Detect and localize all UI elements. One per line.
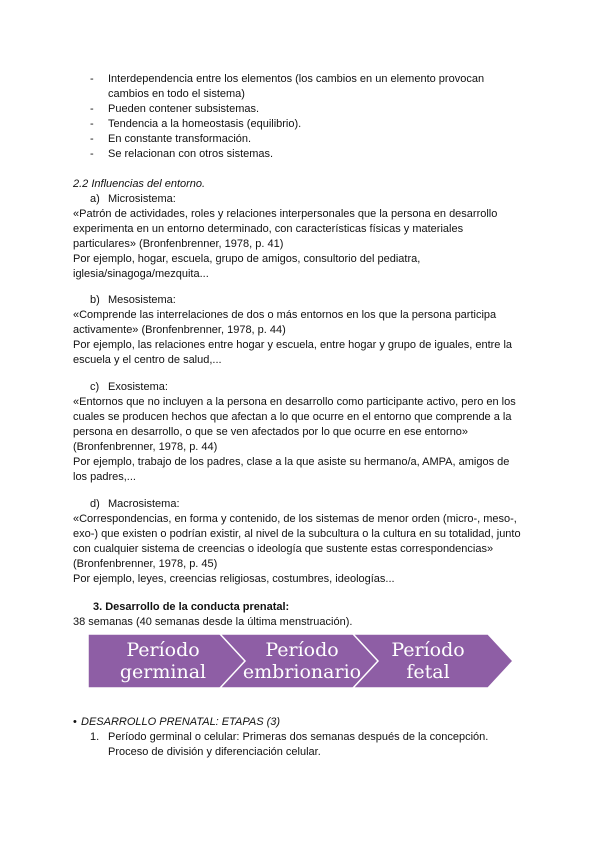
- list-item: Tendencia a la homeostasis (equilibrio).: [108, 118, 302, 130]
- numbered-item-line: Proceso de división y diferenciación celular.: [108, 746, 321, 758]
- item-title: Exosistema:: [108, 381, 168, 393]
- paragraph-line: Por ejemplo, leyes, creencias religiosas, costumbres, ideologías...: [73, 573, 395, 585]
- item-letter: a): [90, 193, 100, 205]
- paragraph-line: los padres,...: [73, 471, 136, 483]
- paragraph-line: (Bronfenbrenner, 1978, p. 45): [73, 558, 218, 570]
- paragraph-line: «Entornos que no incluyen a la persona en desarrollo como participante activo, pero en los: [73, 396, 516, 408]
- section-heading-3: 3. Desarrollo de la conducta prenatal:: [93, 601, 290, 613]
- paragraph-line: Por ejemplo, hogar, escuela, grupo de amigos, consultorio del pediatra,: [73, 253, 421, 265]
- stage-label-line: germinal: [119, 661, 207, 683]
- item-letter: d): [90, 498, 100, 510]
- stage-label-line: Período: [391, 639, 465, 661]
- paragraph-line: escuela y el centro de salud,...: [73, 354, 222, 366]
- paragraph-line: activamente» (Bronfenbrenner, 1978, p. 44): [73, 324, 286, 336]
- stage-label-line: Período: [265, 639, 339, 661]
- stage-label-fetal: [378, 639, 478, 683]
- list-item: Pueden contener subsistemas.: [108, 103, 260, 115]
- stage-label-germinal: [108, 639, 218, 683]
- item-title: Macrosistema:: [108, 498, 180, 510]
- section-heading-2-2: 2.2 Influencias del entorno.: [73, 178, 206, 190]
- list-dash: -: [90, 133, 94, 145]
- paragraph-line: iglesia/sinagoga/mezquita...: [73, 268, 209, 280]
- prenatal-stages-diagram: [88, 634, 513, 688]
- paragraph-line: «Correspondencias, en forma y contenido, de los sistemas de menor orden (micro-, meso-,: [73, 513, 517, 525]
- list-dash: -: [90, 148, 94, 160]
- item-title: Mesosistema:: [108, 294, 176, 306]
- paragraph-line: «Comprende las interrelaciones de dos o más entornos en los que la persona participa: [73, 309, 497, 321]
- paragraph-line: Por ejemplo, las relaciones entre hogar y escuela, entre hogar y grupo de iguales, entre la: [73, 339, 513, 351]
- paragraph-line: particulares» (Bronfenbrenner, 1978, p. 41): [73, 238, 284, 250]
- paragraph-line: «Patrón de actividades, roles y relaciones interpersonales que la persona en desarrollo: [73, 208, 498, 220]
- item-letter: b): [90, 294, 100, 306]
- paragraph-line: exo-) que existen o podrían existir, al nivel de la subcultura o la cultura en su totalidad, junto: [73, 528, 521, 540]
- item-letter: c): [90, 381, 100, 393]
- paragraph-line: (Bronfenbrenner, 1978, p. 44): [73, 441, 218, 453]
- list-item-continuation: cambios en todo el sistema): [108, 88, 245, 100]
- stage-label-line: Período: [126, 639, 200, 661]
- item-title: Microsistema:: [108, 193, 176, 205]
- paragraph-line: cuales se producen hechos que afectan a lo que ocurre en el entorno que comprende a la: [73, 411, 512, 423]
- list-item: Interdependencia entre los elementos (los cambios en un elemento provocan: [108, 73, 485, 85]
- paragraph-line: con cualquier sistema de creencias o ideología que sustente estas correspondencias»: [73, 543, 494, 555]
- numbered-item-line: Período germinal o celular: Primeras dos semanas después de la concepción.: [108, 731, 489, 743]
- numbered-item-number: 1.: [90, 731, 100, 743]
- list-dash: -: [90, 73, 94, 85]
- paragraph-line: experimenta en un entorno determinado, con características físicas y materiales: [73, 223, 464, 235]
- list-dash: -: [90, 103, 94, 115]
- gestation-weeks: 38 semanas (40 semanas desde la última menstruación).: [73, 616, 353, 628]
- bullet-dot: •: [73, 716, 77, 728]
- stage-label-line: fetal: [406, 661, 450, 683]
- etapas-heading: DESARROLLO PRENATAL: ETAPAS (3): [81, 716, 281, 728]
- stage-label-line: embrionario: [242, 661, 362, 683]
- paragraph-line: persona en desarrollo, o que se ven afectados por lo que ocurre en ese entorno»: [73, 426, 469, 438]
- stage-label-embrionario: [240, 639, 364, 683]
- list-item: Se relacionan con otros sistemas.: [108, 148, 274, 160]
- list-dash: -: [90, 118, 94, 130]
- list-item: En constante transformación.: [108, 133, 252, 145]
- paragraph-line: Por ejemplo, trabajo de los padres, clase a la que asiste su hermano/a, AMPA, amigos de: [73, 456, 510, 468]
